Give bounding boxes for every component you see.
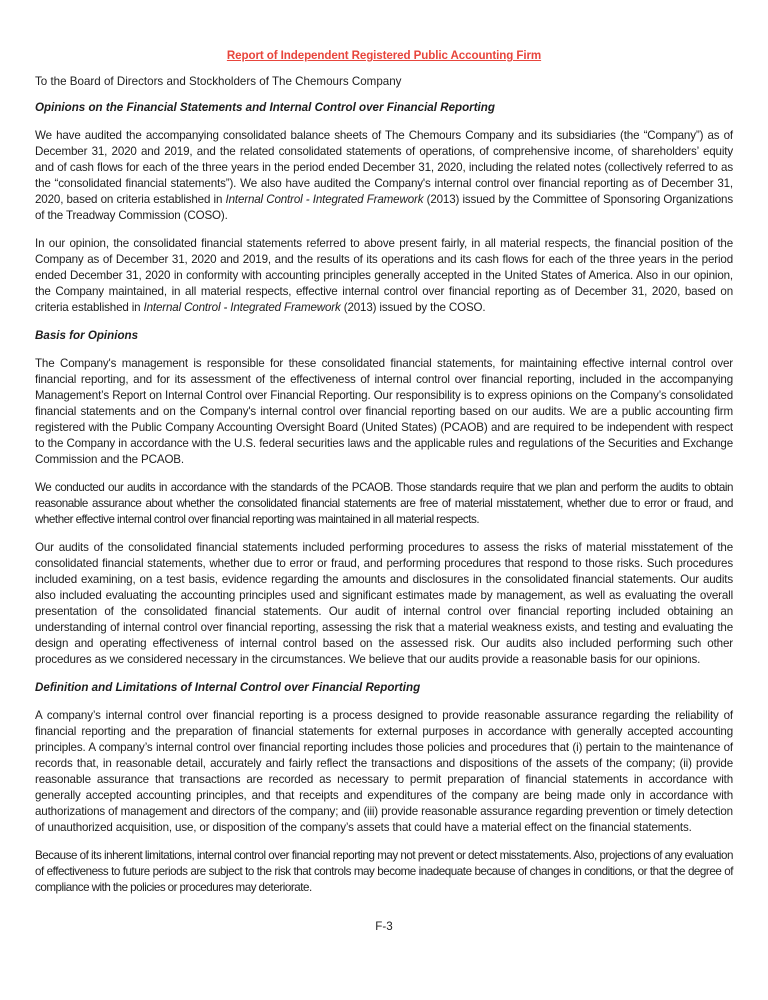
document-page: [35, 48, 733, 908]
paragraph-text: (2013) issued by the Committee of Sponsoring Organizations of the Treadway Commission (COSO).: [35, 193, 733, 222]
report-title: Report of Independent Registered Public Accounting Firm: [226, 49, 542, 62]
section-heading-opinions: Opinions on the Financial Statements and Internal Control over Financial Reporting: [35, 101, 495, 114]
section-heading-basis: Basis for Opinions: [35, 329, 139, 342]
paragraph-management-responsibility: The Company's management is responsible for these consolidated financial statements, for maintaining effective internal control over financial reporting, and for its assessment of the effectiveness of internal control over financial reporting, included in the accompanying Management’s Report on Internal Control over Financial Reporting. Our responsibility is to express opinions on the Company’s consolidated financial statements and on the Company's internal control over financial reporting based on our audits. We are a public accounting firm registered with the Public Company Accounting Oversight Board (United States) (PCAOB) and are required to be independent with respect to the Company in accordance with the U.S. federal securities laws and the applicable rules and regulations of the Securities and Exchange Commission and the PCAOB.: [35, 357, 733, 466]
paragraph-audit-scope: [35, 128, 733, 224]
salutation: To the Board of Directors and Stockholders of The Chemours Company: [35, 75, 402, 88]
framework-title-italic: Internal Control - Integrated Framework: [143, 301, 341, 314]
framework-title-italic: Internal Control - Integrated Framework: [225, 193, 424, 206]
paragraph-audit-procedures: Our audits of the consolidated financial statements included performing procedures to assess the risks of material misstatement of the consolidated financial statements, whether due to error or fraud, and performing procedures that respond to those risks. Such procedures included examining, on a test basis, evidence regarding the amounts and disclosures in the consolidated financial statements. Our audits also included evaluating the accounting principles used and significant estimates made by management, as well as evaluating the overall presentation of the consolidated financial statements. Our audit of internal control over financial reporting included obtaining an understanding of internal control over financial reporting, assessing the risk that a material weakness exists, and testing and evaluating the design and operating effectiveness of internal control based on the assessed risk. Our audits also included performing such other procedures as we considered necessary in the circumstances. We believe that our audits provide a reasonable basis for our opinions.: [35, 541, 733, 666]
paragraph-audit-standards: We conducted our audits in accordance with the standards of the PCAOB. Those standards require that we plan and perform the audits to obtain reasonable assurance about whether the consolidated financial statements are free of material misstatement, whether due to error or fraud, and whether effective internal control over financial reporting was maintained in all material respects.: [35, 481, 733, 526]
paragraph-definition: A company’s internal control over financial reporting is a process designed to provide reasonable assurance regarding the reliability of financial reporting and the preparation of financial statements for external purposes in accordance with generally accepted accounting principles. A company’s internal control over financial reporting includes those policies and procedures that (i) pertain to the maintenance of records that, in reasonable detail, accurately and fairly reflect the transactions and dispositions of the assets of the company; (ii) provide reasonable assurance that transactions are recorded as necessary to permit preparation of financial statements in accordance with generally accepted accounting principles, and that receipts and expenditures of the company are being made only in accordance with authorizations of management and directors of the company; and (iii) provide reasonable assurance regarding prevention or timely detection of unauthorized acquisition, use, or disposition of the company’s assets that could have a material effect on the financial statements.: [35, 709, 733, 834]
section-heading-definition: Definition and Limitations of Internal Control over Financial Reporting: [35, 681, 421, 694]
paragraph-text: We have audited the accompanying consolidated balance sheets of The Chemours Company and its subsidiaries (the “Company”) as of December 31, 2020 and 2019, and the related consolidated statements of operations, of comprehensive income, of shareholders’ equity and of cash flows for each of the three years in the period ended December 31, 2020, including the related notes (collectively referred to as the “consolidated financial statements”). We also have audited the Company's internal control over financial reporting as of December 31, 2020, based on criteria established in: [35, 129, 733, 206]
paragraph-text: In our opinion, the consolidated financial statements referred to above present fairly, in all material respects, the financial position of the Company as of December 31, 2020 and 2019, and the results of its operations and its cash flows for each of the three years in the period ended December 31, 2020 in conformity with accounting principles generally accepted in the United States of America. Also in our opinion, the Company maintained, in all material respects, effective internal control over financial reporting as of December 31, 2020, based on criteria established in: [35, 237, 733, 314]
page-number: F-3: [375, 920, 393, 933]
paragraph-opinion: [35, 236, 733, 316]
paragraph-limitations: Because of its inherent limitations, internal control over financial reporting may not prevent or detect misstatements. Also, projections of any evaluation of effectiveness to future periods are subject to the risk that controls may become inadequate because of changes in conditions, or that the degree of compliance with the policies or procedures may deteriorate.: [35, 849, 733, 894]
paragraph-text: (2013) issued by the COSO.: [340, 301, 486, 314]
